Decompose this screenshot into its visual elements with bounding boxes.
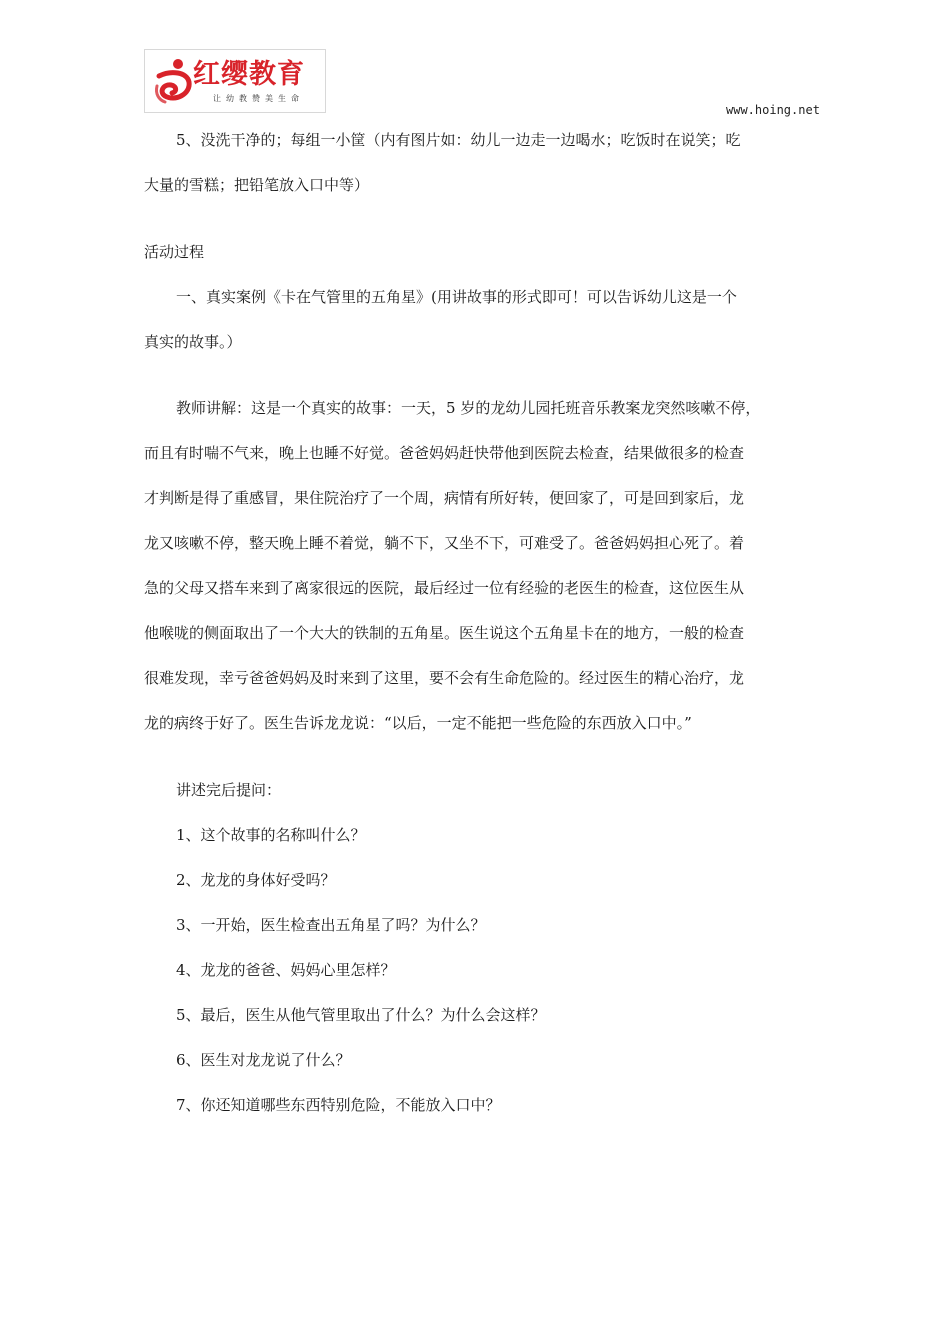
part1-line-2: 真实的故事。） bbox=[144, 333, 242, 351]
question-item: 7、你还知道哪些东西特别危险，不能放入口中？ bbox=[176, 1096, 501, 1114]
logo-slogan: 让幼教赞美生命 bbox=[213, 94, 304, 103]
story-line: 才判断是得了重感冒，果住院治疗了一个周，病情有所好转，便回家了，可是回到家后，龙 bbox=[144, 489, 745, 507]
story-line: 龙的病终于好了。医生告诉龙龙说：“以后，一定不能把一些危险的东西放入口中。” bbox=[144, 714, 692, 732]
hongying-logo-mark-icon bbox=[153, 58, 195, 104]
story-line: 他喉咙的侧面取出了一个大大的铁制的五角星。医生说这个五角星卡在的地方，一般的检查 bbox=[144, 624, 745, 642]
question-item: 4、龙龙的爸爸、妈妈心里怎样？ bbox=[176, 961, 396, 979]
site-url: www.hoing.net bbox=[726, 103, 820, 117]
story-line: 很难发现，幸亏爸爸妈妈及时来到了这里，要不会有生命危险的。经过医生的精心治疗，龙 bbox=[144, 669, 745, 687]
question-item: 2、龙龙的身体好受吗？ bbox=[176, 871, 336, 889]
brand-logo bbox=[144, 49, 326, 113]
intro-line-2: 大量的雪糕；把铅笔放入口中等） bbox=[144, 176, 370, 194]
story-line: 急的父母又搭车来到了离家很远的医院，最后经过一位有经验的老医生的检查，这位医生从 bbox=[144, 579, 745, 597]
logo-brand-name: 红缨教育 bbox=[193, 59, 305, 90]
story-line: 而且有时喘不气来，晚上也睡不好觉。爸爸妈妈赶快带他到医院去检查，结果做很多的检查 bbox=[144, 444, 745, 462]
question-item: 1、这个故事的名称叫什么？ bbox=[176, 826, 366, 844]
section-title: 活动过程 bbox=[144, 243, 205, 261]
question-item: 6、医生对龙龙说了什么？ bbox=[176, 1051, 351, 1069]
story-line: 龙又咳嗽不停，整天晚上睡不着觉，躺不下，又坐不下，可难受了。爸爸妈妈担心死了。着 bbox=[144, 534, 745, 552]
part1-line-1: 一、真实案例《卡在气管里的五角星》(用讲故事的形式即可！可以告诉幼儿这是一个 bbox=[176, 288, 737, 306]
question-item: 3、一开始，医生检查出五角星了吗？为什么？ bbox=[176, 916, 486, 934]
question-item: 5、最后，医生从他气管里取出了什么？为什么会这样？ bbox=[176, 1006, 546, 1024]
intro-line-1: 5、没洗干净的；每组一小筐（内有图片如：幼儿一边走一边喝水；吃饭时在说笑；吃 bbox=[176, 131, 741, 149]
questions-title: 讲述完后提问： bbox=[176, 781, 282, 799]
story-line: 教师讲解：这是一个真实的故事：一天，5 岁的龙幼儿园托班音乐教案龙突然咳嗽不停， bbox=[176, 399, 761, 417]
